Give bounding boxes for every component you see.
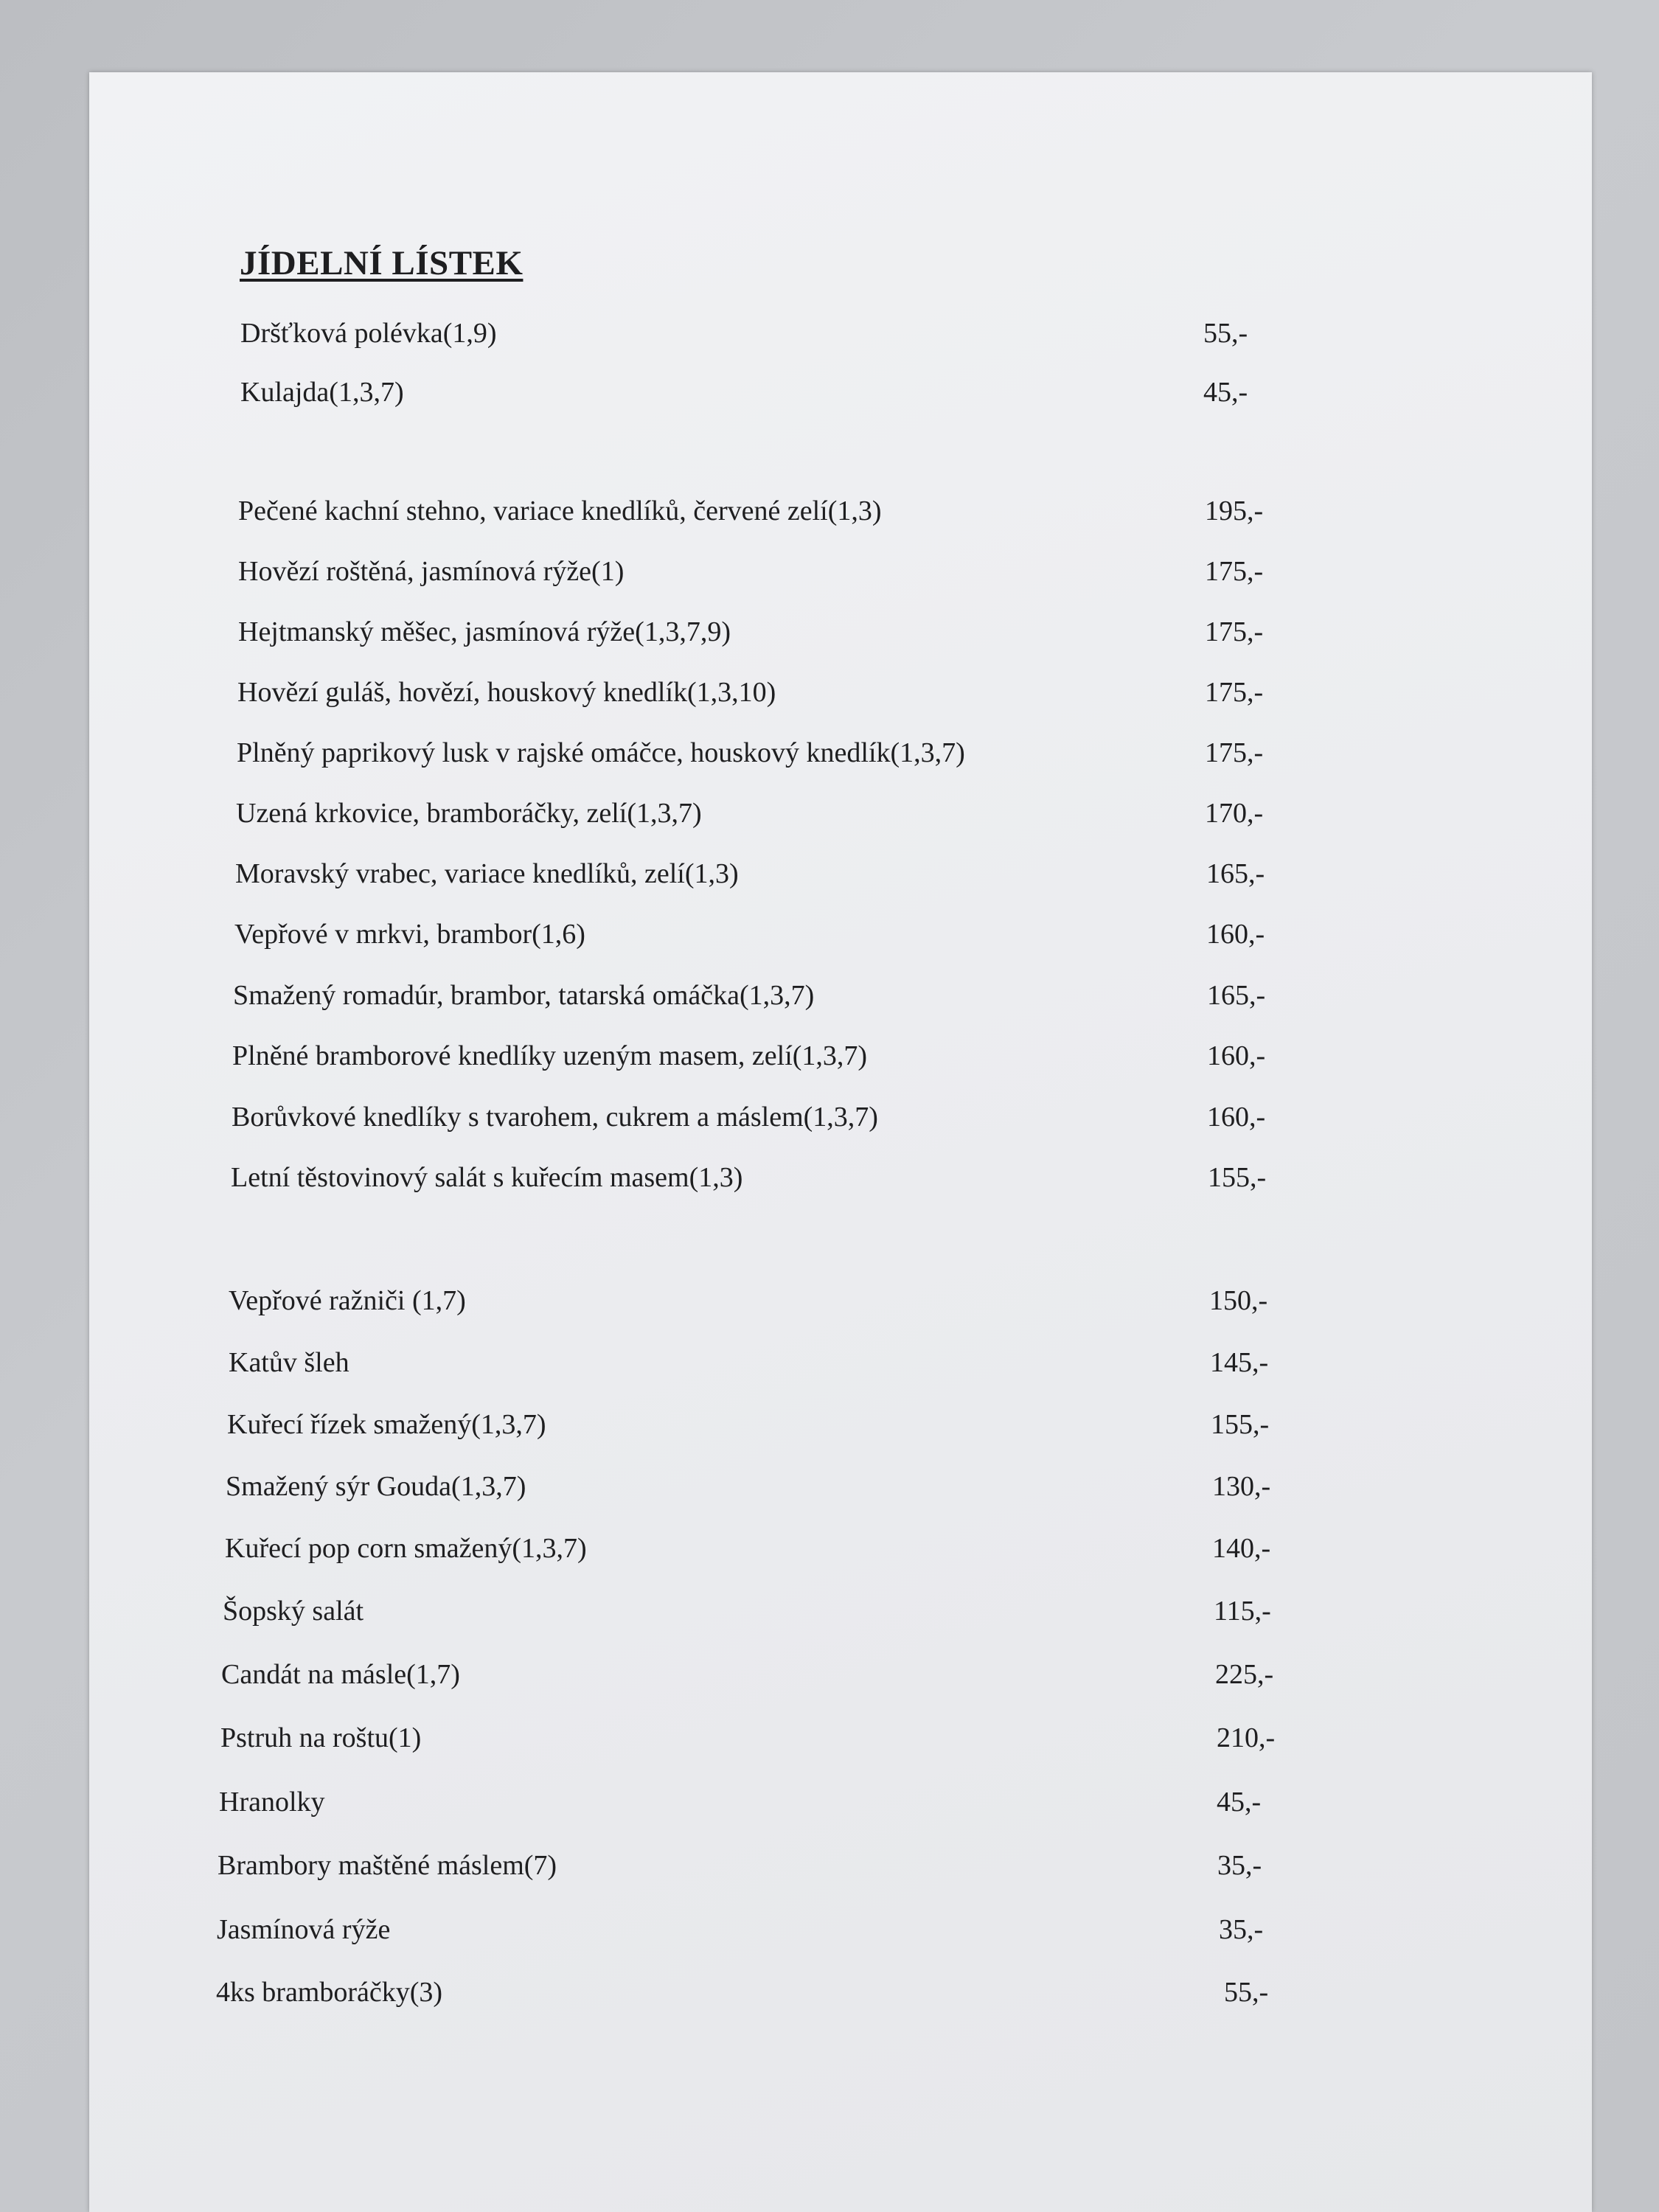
menu-item-price: 130,- (1212, 1471, 1271, 1502)
menu-item-price: 175,- (1205, 616, 1264, 647)
menu-item-price: 35,- (1219, 1914, 1264, 1945)
menu-item-price: 115,- (1214, 1596, 1271, 1627)
menu-item-price: 45,- (1217, 1787, 1262, 1818)
menu-item-price: 170,- (1205, 798, 1264, 829)
menu-item-price: 160,- (1207, 1040, 1266, 1071)
menu-item-name: Borůvkové knedlíky s tvarohem, cukrem a máslem(1,3,7) (232, 1102, 878, 1133)
menu-item-name: Pstruh na roštu(1) (220, 1722, 422, 1753)
menu-item-name: Dršťková polévka(1,9) (240, 318, 497, 349)
menu-item-price: 35,- (1217, 1850, 1262, 1881)
menu-item-name: Hranolky (219, 1787, 325, 1818)
menu-item-name: Šopský salát (223, 1596, 364, 1627)
menu-item-name: Pečené kachní stehno, variace knedlíků, červené zelí(1,3) (238, 495, 882, 526)
menu-item-name: Kulajda(1,3,7) (240, 377, 404, 408)
menu-item-name: Plněný paprikový lusk v rajské omáčce, houskový knedlík(1,3,7) (237, 737, 965, 768)
menu-item-price: 55,- (1224, 1977, 1269, 2008)
menu-item-price: 210,- (1217, 1722, 1276, 1753)
menu-item-name: Smažený sýr Gouda(1,3,7) (226, 1471, 526, 1502)
menu-item-price: 145,- (1210, 1347, 1269, 1378)
menu-item-price: 155,- (1211, 1409, 1270, 1440)
menu-item-name: Brambory maštěné máslem(7) (218, 1850, 557, 1881)
menu-item-price: 175,- (1205, 677, 1264, 708)
menu-item-name: Kuřecí řízek smažený(1,3,7) (227, 1409, 546, 1440)
menu-item-name: Vepřové v mrkvi, brambor(1,6) (234, 919, 585, 950)
menu-item-name: Letní těstovinový salát s kuřecím masem(1,3) (231, 1162, 743, 1193)
menu-item-price: 175,- (1205, 556, 1264, 587)
menu-item-price: 175,- (1205, 737, 1264, 768)
menu-item-price: 140,- (1212, 1533, 1271, 1564)
menu-item-name: Kuřecí pop corn smažený(1,3,7) (225, 1533, 587, 1564)
menu-item-price: 160,- (1206, 919, 1265, 950)
menu-item-name: 4ks bramboráčky(3) (216, 1977, 443, 2008)
menu-title: JÍDELNÍ LÍSTEK (240, 244, 524, 282)
menu-item-price: 160,- (1207, 1102, 1266, 1133)
menu-item-price: 155,- (1208, 1162, 1267, 1193)
menu-item-name: Plněné bramborové knedlíky uzeným masem, zelí(1,3,7) (232, 1040, 868, 1071)
menu-item-price: 45,- (1203, 377, 1248, 408)
menu-item-price: 165,- (1207, 980, 1266, 1011)
menu-item-name: Hovězí guláš, hovězí, houskový knedlík(1,3,10) (237, 677, 776, 708)
menu-item-name: Hovězí roštěná, jasmínová rýže(1) (238, 556, 625, 587)
menu-item-price: 55,- (1203, 318, 1248, 349)
menu-item-price: 195,- (1205, 495, 1264, 526)
menu-item-name: Uzená krkovice, bramboráčky, zelí(1,3,7) (236, 798, 702, 829)
menu-item-name: Vepřové ražniči (1,7) (229, 1285, 466, 1316)
menu-item-name: Candát na másle(1,7) (221, 1659, 460, 1690)
menu-item-name: Jasmínová rýže (217, 1914, 391, 1945)
menu-item-name: Katův šleh (229, 1347, 349, 1378)
menu-item-name: Smažený romadúr, brambor, tatarská omáčka(1,3,7) (233, 980, 815, 1011)
menu-item-price: 225,- (1215, 1659, 1274, 1690)
menu-item-name: Hejtmanský měšec, jasmínová rýže(1,3,7,9) (238, 616, 731, 647)
menu-item-name: Moravský vrabec, variace knedlíků, zelí(1,3) (235, 858, 739, 889)
menu-item-price: 165,- (1206, 858, 1265, 889)
menu-item-price: 150,- (1209, 1285, 1268, 1316)
